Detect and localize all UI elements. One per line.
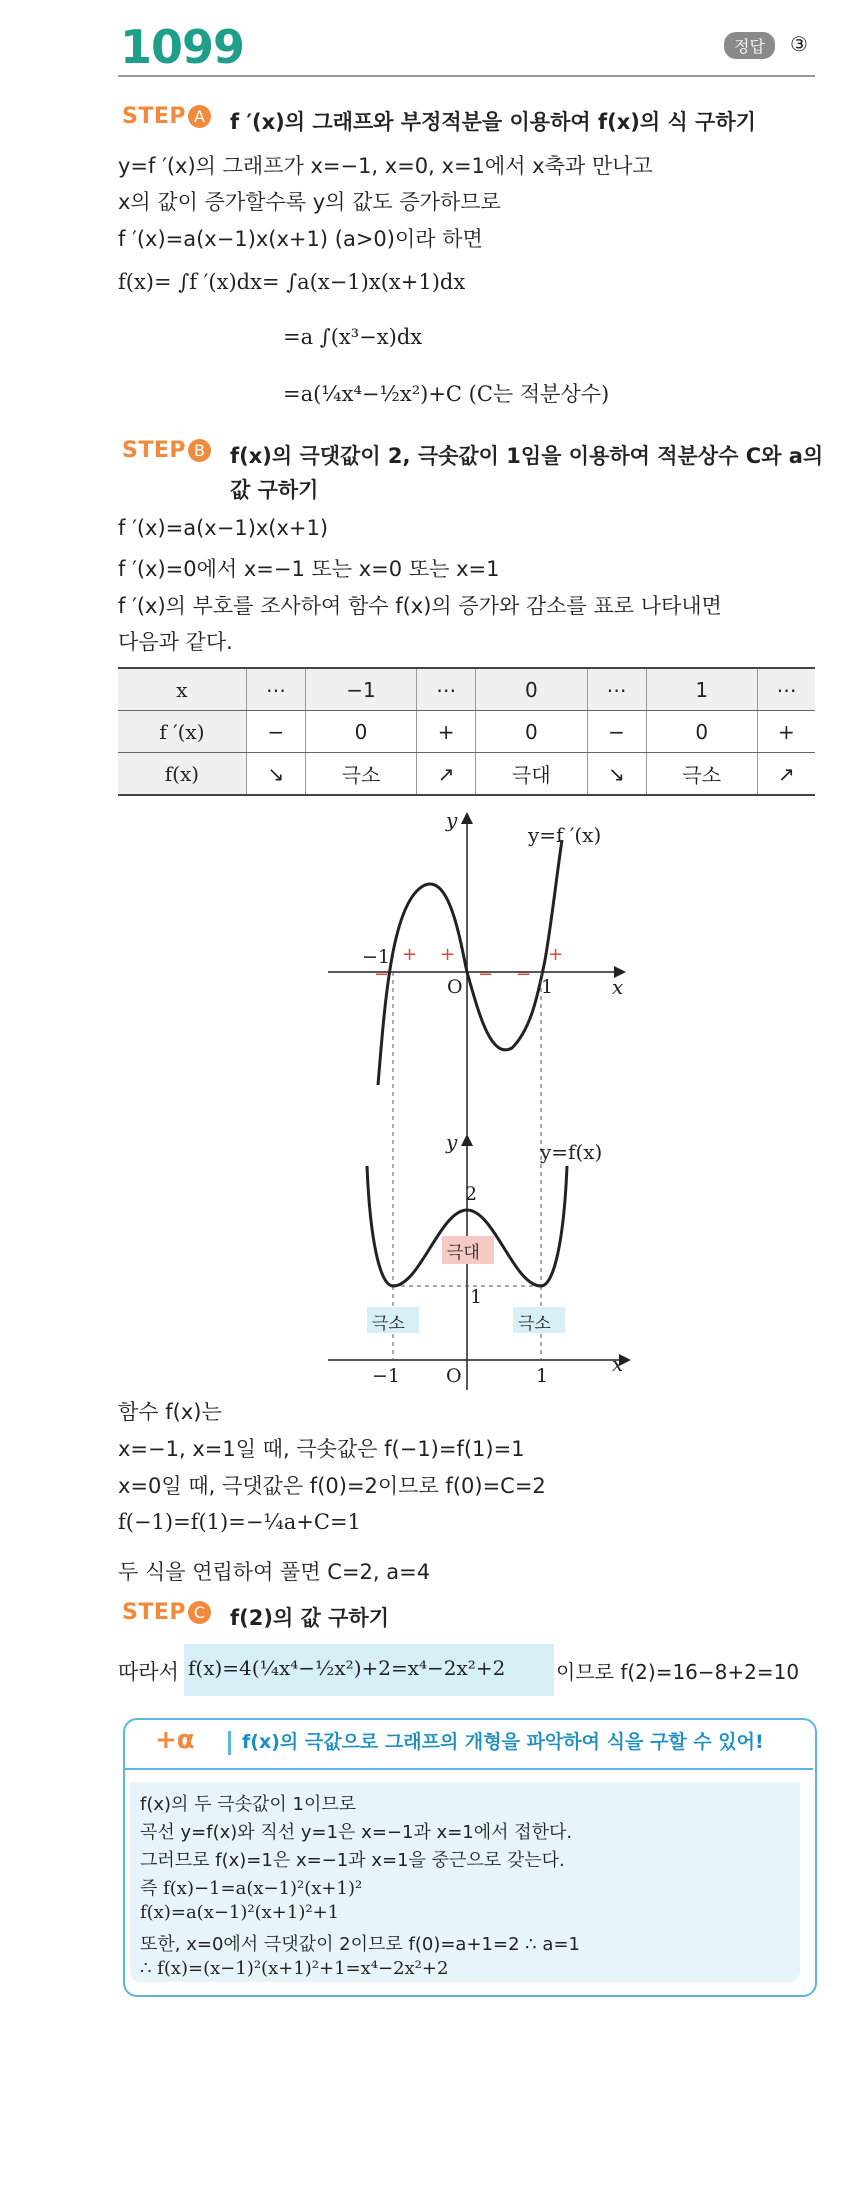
table-cell: 0	[476, 711, 587, 753]
table-cell: 0	[305, 711, 416, 753]
table-cell: ↘	[246, 753, 305, 796]
table-cell: 극소	[646, 753, 757, 796]
step-a-line-1: y=f ′(x)의 그래프가 x=−1, x=0, x=1에서 x축과 만나고	[118, 154, 653, 178]
table-cell: 극대	[476, 753, 587, 796]
step-c-title: f(2)의 값 구하기	[230, 1606, 389, 1630]
top-tick-neg1: −1	[362, 946, 391, 968]
tip-line-1: f(x)의 두 극솟값이 1이므로	[140, 1794, 357, 1815]
table-cell: ↗	[757, 753, 815, 796]
sign-plus-3: +	[548, 944, 564, 965]
top-y-label: y	[446, 808, 458, 832]
sign-minus-3: −	[516, 964, 532, 985]
min-value-label: 1	[470, 1286, 483, 1308]
table-cell: ⋯	[587, 668, 646, 711]
table-cell: 1	[646, 668, 757, 711]
table-cell: 0	[646, 711, 757, 753]
sign-plus-1: +	[402, 944, 418, 965]
step-b-after-1: 함수 f(x)는	[118, 1400, 222, 1424]
tip-line-5: f(x)=a(x−1)²(x+1)²+1	[140, 1902, 340, 1923]
table-cell: 0	[476, 668, 587, 711]
sign-minus-2: −	[478, 964, 494, 985]
table-cell: −	[587, 711, 646, 753]
table-cell: f ′(x)	[118, 711, 246, 753]
sign-minus-1: −	[374, 964, 390, 985]
step-c-label: STEP	[122, 1600, 187, 1625]
step-a-line-2: x의 값이 증가할수록 y의 값도 증가하므로	[118, 190, 501, 214]
table-cell: −1	[305, 668, 416, 711]
bottom-x-label: x	[612, 1352, 624, 1376]
step-b-after-4: f(−1)=f(1)=−¼a+C=1	[118, 1510, 361, 1534]
table-cell: ⋯	[417, 668, 476, 711]
step-a-line-3: f ′(x)=a(x−1)x(x+1) (a>0)이라 하면	[118, 227, 483, 251]
step-b-title-2: 값 구하기	[230, 478, 319, 502]
top-tick-1: 1	[541, 976, 554, 998]
table-cell: x	[118, 668, 246, 711]
bottom-tick-neg1: −1	[372, 1365, 401, 1387]
tip-divider	[228, 1731, 231, 1755]
step-a-line-4: f(x)= ∫f ′(x)dx= ∫a(x−1)x(x+1)dx	[118, 270, 466, 294]
step-b-after-3: x=0일 때, 극댓값은 f(0)=2이므로 f(0)=C=2	[118, 1474, 546, 1498]
final-result: 이므로 f(2)=16−8+2=10	[556, 1660, 800, 1684]
table-cell: +	[757, 711, 815, 753]
step-a-label: STEP	[122, 104, 187, 129]
max-label: 극대	[447, 1243, 480, 1263]
bottom-y-label: y	[446, 1130, 458, 1154]
step-a-line-6: =a(¼x⁴−½x²)+C (C는 적분상수)	[283, 382, 610, 406]
table-cell: +	[417, 711, 476, 753]
step-b-label: STEP	[122, 438, 187, 463]
table-cell: 극소	[305, 753, 416, 796]
top-origin-label: O	[447, 976, 463, 998]
step-b-line-1: f ′(x)=a(x−1)x(x+1)	[118, 516, 329, 540]
tip-line-2: 곡선 y=f(x)와 직선 y=1은 x=−1과 x=1에서 접한다.	[140, 1822, 573, 1843]
step-b-line-3: f ′(x)의 부호를 조사하여 함수 f(x)의 증가와 감소를 표로 나타내면	[118, 594, 722, 618]
answer-badge: 정답	[724, 32, 775, 59]
answer-value: ③	[790, 32, 808, 56]
bottom-tick-1: 1	[536, 1365, 549, 1387]
table-cell: ⋯	[246, 668, 305, 711]
final-expression: f(x)=4(¼x⁴−½x²)+2=x⁴−2x²+2	[188, 1656, 506, 1680]
bottom-origin-label: O	[446, 1365, 462, 1387]
step-c-heading	[122, 1600, 211, 1625]
table-cell: ↗	[417, 753, 476, 796]
table-cell: ⋯	[757, 668, 815, 711]
max-value-label: 2	[465, 1183, 478, 1205]
tip-line-3: 그러므로 f(x)=1은 x=−1과 x=1을 중근으로 갖는다.	[140, 1850, 565, 1871]
sign-plus-2: +	[440, 944, 456, 965]
step-a-title: f ′(x)의 그래프와 부정적분을 이용하여 f(x)의 식 구하기	[230, 110, 756, 134]
step-c-letter: C	[188, 1601, 211, 1624]
top-curve-label: y=f ′(x)	[528, 823, 602, 847]
step-b-line-2: f ′(x)=0에서 x=−1 또는 x=0 또는 x=1	[118, 557, 500, 581]
plus-alpha-icon: +α	[155, 1725, 195, 1755]
step-b-line-4: 다음과 같다.	[118, 630, 233, 654]
tip-line-4: 즉 f(x)−1=a(x−1)²(x+1)²	[140, 1878, 363, 1899]
step-b-letter: B	[188, 439, 211, 462]
tip-title: f(x)의 극값으로 그래프의 개형을 파악하여 식을 구할 수 있어!	[242, 1731, 764, 1753]
step-b-title-1: f(x)의 극댓값이 2, 극솟값이 1임을 이용하여 적분상수 C와 a의	[230, 444, 824, 468]
min-label-left: 극소	[372, 1314, 405, 1334]
tip-line-6: 또한, x=0에서 극댓값이 2이므로 f(0)=a+1=2 ∴ a=1	[140, 1934, 580, 1955]
step-b-after-2: x=−1, x=1일 때, 극솟값은 f(−1)=f(1)=1	[118, 1437, 525, 1461]
step-b-after-5: 두 식을 연립하여 풀면 C=2, a=4	[118, 1560, 431, 1584]
final-prefix: 따라서	[118, 1660, 179, 1684]
min-label-right: 극소	[518, 1314, 551, 1334]
step-a-letter: A	[188, 105, 211, 128]
table-cell: −	[246, 711, 305, 753]
step-a-line-5: =a ∫(x³−x)dx	[283, 325, 423, 349]
tip-line-7: ∴ f(x)=(x−1)²(x+1)²+1=x⁴−2x²+2	[140, 1958, 449, 1979]
table-cell: f(x)	[118, 753, 246, 796]
top-x-label: x	[612, 975, 624, 999]
table-cell: ↘	[587, 753, 646, 796]
bottom-curve-label: y=f(x)	[540, 1140, 603, 1164]
problem-number: 1099	[120, 20, 245, 74]
